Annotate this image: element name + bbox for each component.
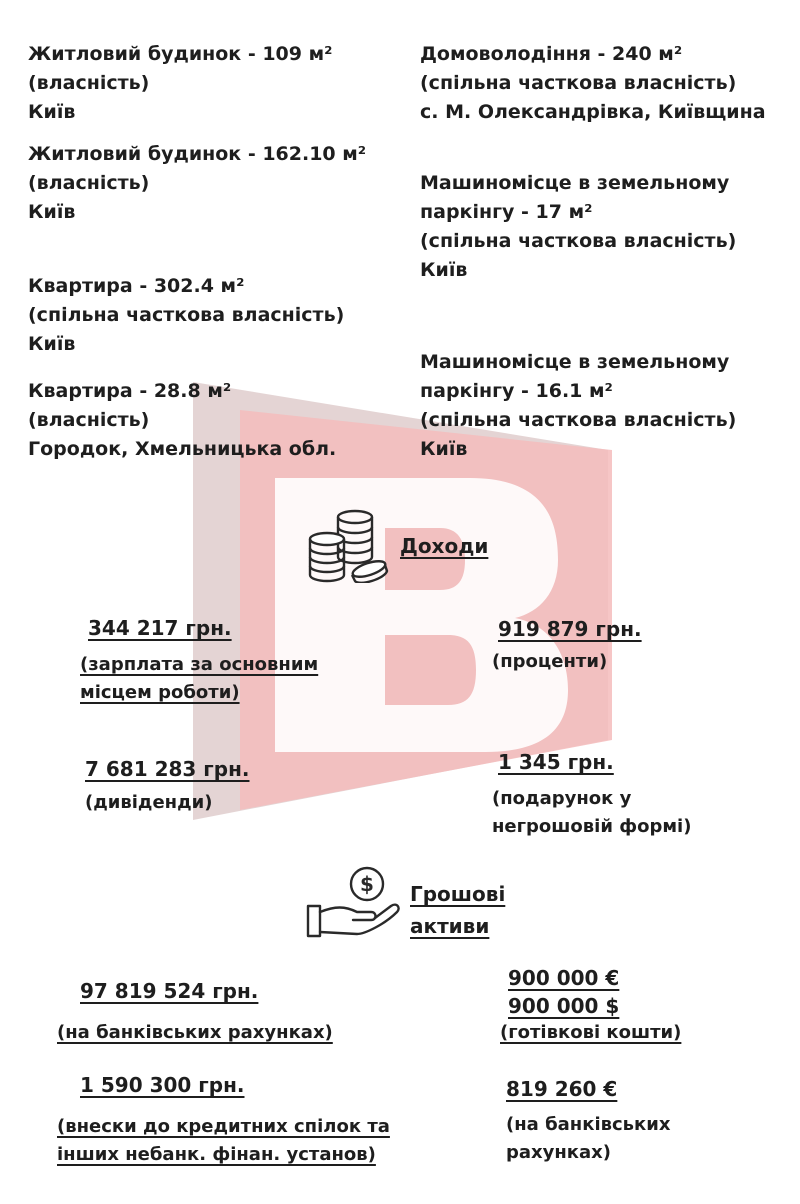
coins-stack-icon <box>305 507 389 583</box>
property-ownership: (спільна часткова власність) <box>420 72 737 94</box>
property-location: с. М. Олександрівка, Київщина <box>420 101 766 123</box>
asset-amount: 1 590 300 грн. <box>80 1073 245 1097</box>
hand-dollar-coin-icon <box>305 866 405 942</box>
income-amount: 1 345 грн. <box>498 750 614 774</box>
asset-amount: 900 000 $ <box>508 994 620 1018</box>
asset-description <box>506 1111 671 1167</box>
asset-description <box>57 1113 390 1169</box>
income-item <box>498 748 614 776</box>
income-description <box>85 789 213 817</box>
property-location: Київ <box>28 101 76 123</box>
svg-text:$: $ <box>360 872 374 896</box>
property-title: Квартира - 28.8 м² <box>28 380 232 402</box>
asset-amount: 819 260 € <box>506 1077 618 1101</box>
property-item <box>28 377 336 464</box>
property-ownership: (власність) <box>28 172 150 194</box>
asset-item <box>80 1071 244 1099</box>
property-title: Житловий будинок - 109 м² <box>28 43 333 65</box>
property-item <box>420 169 736 285</box>
property-location: Київ <box>420 259 468 281</box>
asset-item <box>506 1075 617 1103</box>
property-ownership: (власність) <box>28 72 150 94</box>
asset-description <box>500 1019 681 1047</box>
property-item <box>420 40 766 127</box>
property-item <box>28 272 344 359</box>
property-item <box>28 40 332 127</box>
income-item <box>85 755 249 783</box>
property-ownership: (спільна часткова власність) <box>28 304 345 326</box>
asset-description <box>57 1019 333 1047</box>
asset-item <box>80 977 258 1005</box>
asset-description-line: інших небанк. фінан. установ) <box>57 1144 376 1165</box>
property-ownership: (спільна часткова власність) <box>420 409 737 431</box>
property-title: Машиномісце в земельному <box>420 172 730 194</box>
income-item <box>88 614 232 642</box>
property-title: Квартира - 302.4 м² <box>28 275 245 297</box>
asset-description-line: рахунках) <box>506 1142 612 1163</box>
asset-amount: 97 819 524 грн. <box>80 979 259 1003</box>
property-title: паркінгу - 17 м² <box>420 201 593 223</box>
property-title: Житловий будинок - 162.10 м² <box>28 143 367 165</box>
property-location: Городок, Хмельницька обл. <box>28 438 337 460</box>
income-item <box>498 615 642 643</box>
property-location: Київ <box>28 201 76 223</box>
asset-amount: 900 000 € <box>508 966 620 990</box>
property-item <box>28 140 366 227</box>
asset-description-line: (на банківських рахунках) <box>57 1022 333 1043</box>
income-description-line: (проценти) <box>492 651 608 672</box>
income-amount: 7 681 283 грн. <box>85 757 250 781</box>
property-ownership: (спільна часткова власність) <box>420 230 737 252</box>
income-amount: 919 879 грн. <box>498 617 642 641</box>
property-ownership: (власність) <box>28 409 150 431</box>
asset-description-line: (внески до кредитних спілок та <box>57 1116 390 1137</box>
income-description-line: негрошовій формі) <box>492 816 692 837</box>
assets-heading-line: Грошові <box>410 882 506 906</box>
property-location: Київ <box>28 333 76 355</box>
income-amount: 344 217 грн. <box>88 616 232 640</box>
property-title: Домоволодіння - 240 м² <box>420 43 683 65</box>
income-description-line: (подарунок у <box>492 788 632 809</box>
assets-heading <box>410 878 505 942</box>
income-description <box>492 648 607 676</box>
asset-description-line: (готівкові кошти) <box>500 1022 682 1043</box>
income-description-line: (дивіденди) <box>85 792 213 813</box>
income-description-line: (зарплата за основним <box>80 654 319 675</box>
income-description <box>492 785 691 841</box>
income-description-line: місцем роботи) <box>80 682 240 703</box>
assets-heading-line: активи <box>410 914 490 938</box>
property-title: паркінгу - 16.1 м² <box>420 380 613 402</box>
property-item <box>420 348 736 464</box>
income-heading: Доходи <box>400 534 489 558</box>
property-location: Київ <box>420 438 468 460</box>
asset-item <box>508 964 619 1020</box>
income-description <box>80 651 318 707</box>
asset-description-line: (на банківських <box>506 1114 671 1135</box>
property-title: Машиномісце в земельному <box>420 351 730 373</box>
